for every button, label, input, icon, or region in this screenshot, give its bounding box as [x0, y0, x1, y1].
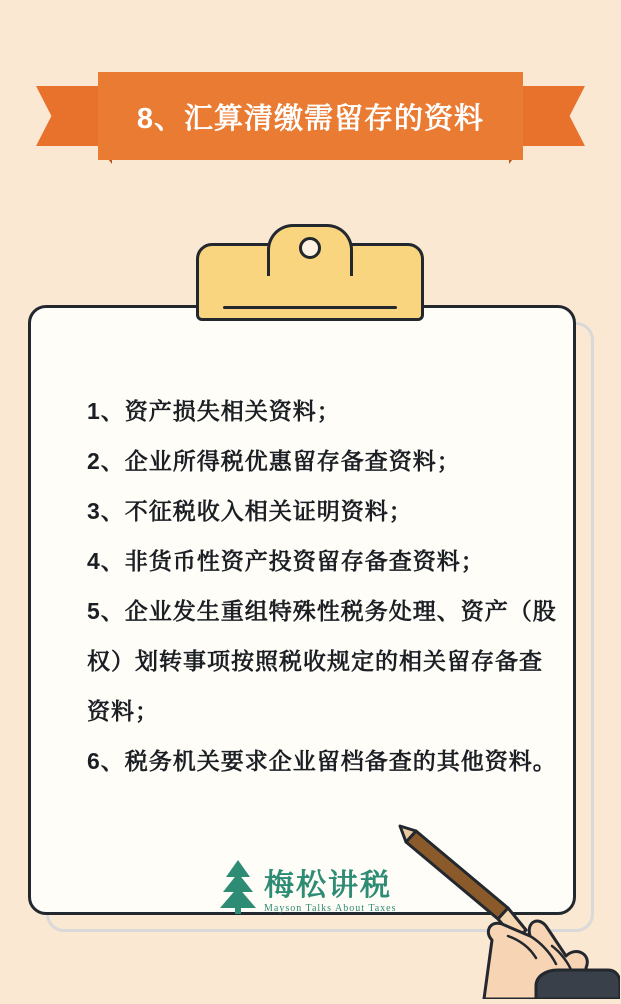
- list-item: 6、税务机关要求企业留档备查的其他资料。: [87, 748, 557, 774]
- banner-ribbon-right: [515, 86, 585, 146]
- clipboard-clip-line: [223, 306, 397, 309]
- brand-name-cn: 梅松讲税: [264, 869, 392, 902]
- brand-name-en: Mayson Talks About Taxes: [264, 903, 397, 914]
- banner: [0, 72, 621, 182]
- list-item: 2、企业所得税优惠留存备查资料；: [87, 448, 461, 474]
- banner-body: [98, 72, 523, 160]
- hand-holding-pencil-icon: [380, 790, 620, 999]
- list-item: 3、不征税收入相关证明资料；: [87, 498, 413, 524]
- clipboard-clip-bump: [267, 224, 353, 276]
- content-list: [87, 386, 557, 786]
- banner-ribbon-left: [36, 86, 106, 146]
- list-item: 4、非货币性资产投资留存备查资料；: [87, 548, 485, 574]
- brand-logo-texts: [264, 869, 397, 914]
- clipboard-clip-hole: [299, 237, 321, 259]
- list-item: 5、企业发生重组特殊性税务处理、资产（股权）划转事项按照税收规定的相关留存备查资料；: [87, 598, 557, 724]
- pine-tree-icon: [216, 858, 260, 914]
- page-title: 8、汇算清缴需留存的资料: [136, 102, 485, 135]
- list-item: 1、资产损失相关资料；: [87, 398, 341, 424]
- brand-logo: [216, 858, 397, 914]
- clipboard-clip: [196, 243, 424, 321]
